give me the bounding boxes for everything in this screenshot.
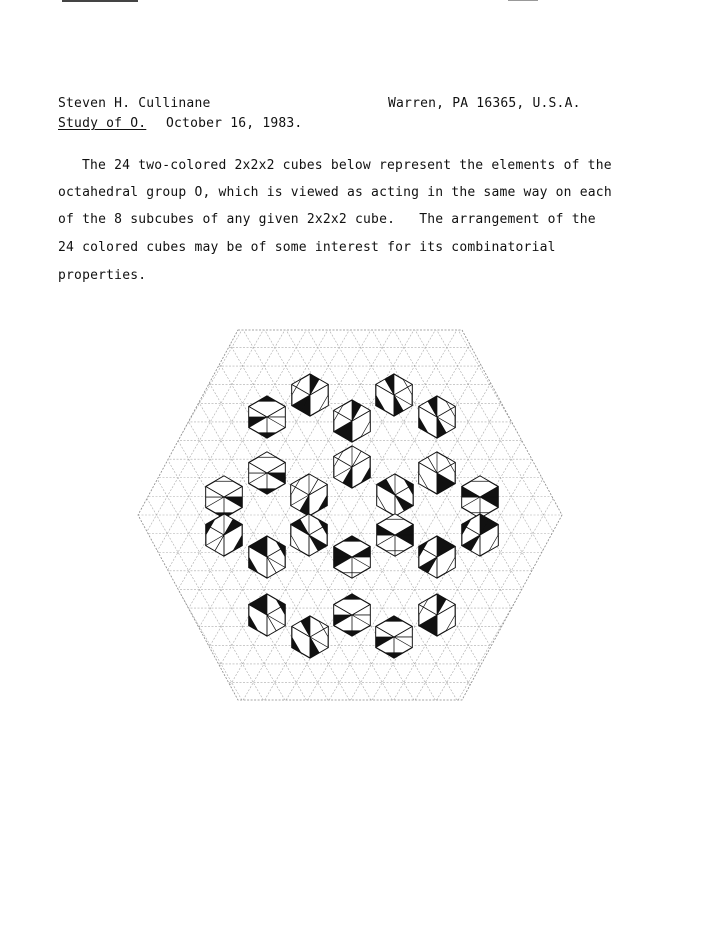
colored-cube-10 (291, 474, 327, 516)
colored-cube-12 (462, 476, 498, 518)
date: October 16, 1983. (166, 116, 303, 131)
colored-cube-2 (376, 374, 412, 416)
colored-cube-11 (377, 474, 413, 516)
study-title: Study of O. (58, 116, 147, 131)
body-line-1: The 24 two-colored 2x2x2 cubes below represent the elements of the (82, 158, 612, 173)
colored-cube-8 (419, 452, 455, 494)
colored-cube-9 (206, 476, 242, 518)
colored-cube-3 (249, 396, 285, 438)
colored-cube-15 (377, 514, 413, 556)
colored-cube-23 (292, 616, 328, 658)
body-line-4: 24 colored cubes may be of some interest for its combinatorial (58, 240, 556, 255)
body-line-2: octahedral group O, which is viewed as acting in the same way on each (58, 185, 612, 200)
colored-cube-14 (291, 514, 327, 556)
body-line-5: properties. (58, 268, 147, 283)
octahedral-group-cube-arrangement-figure (130, 325, 570, 705)
colored-cube-22 (419, 594, 455, 636)
colored-cube-18 (334, 536, 370, 578)
body-line-3: of the 8 subcubes of any given 2x2x2 cube. The arrangement of the (58, 212, 596, 227)
colored-cube-7 (334, 446, 370, 488)
colored-cube-1 (292, 374, 328, 416)
author-name: Steven H. Cullinane (58, 96, 211, 111)
colored-cube-13 (206, 514, 242, 556)
colored-cube-21 (334, 594, 370, 636)
top-edge-mark-right (508, 0, 538, 1)
colored-cube-20 (249, 594, 285, 636)
colored-cube-24 (376, 616, 412, 658)
location: Warren, PA 16365, U.S.A. (388, 96, 581, 111)
colored-cube-16 (462, 514, 498, 556)
colored-cube-19 (419, 536, 455, 578)
colored-cube-5 (419, 396, 455, 438)
colored-cube-4 (334, 400, 370, 442)
top-edge-mark-left (62, 0, 138, 2)
